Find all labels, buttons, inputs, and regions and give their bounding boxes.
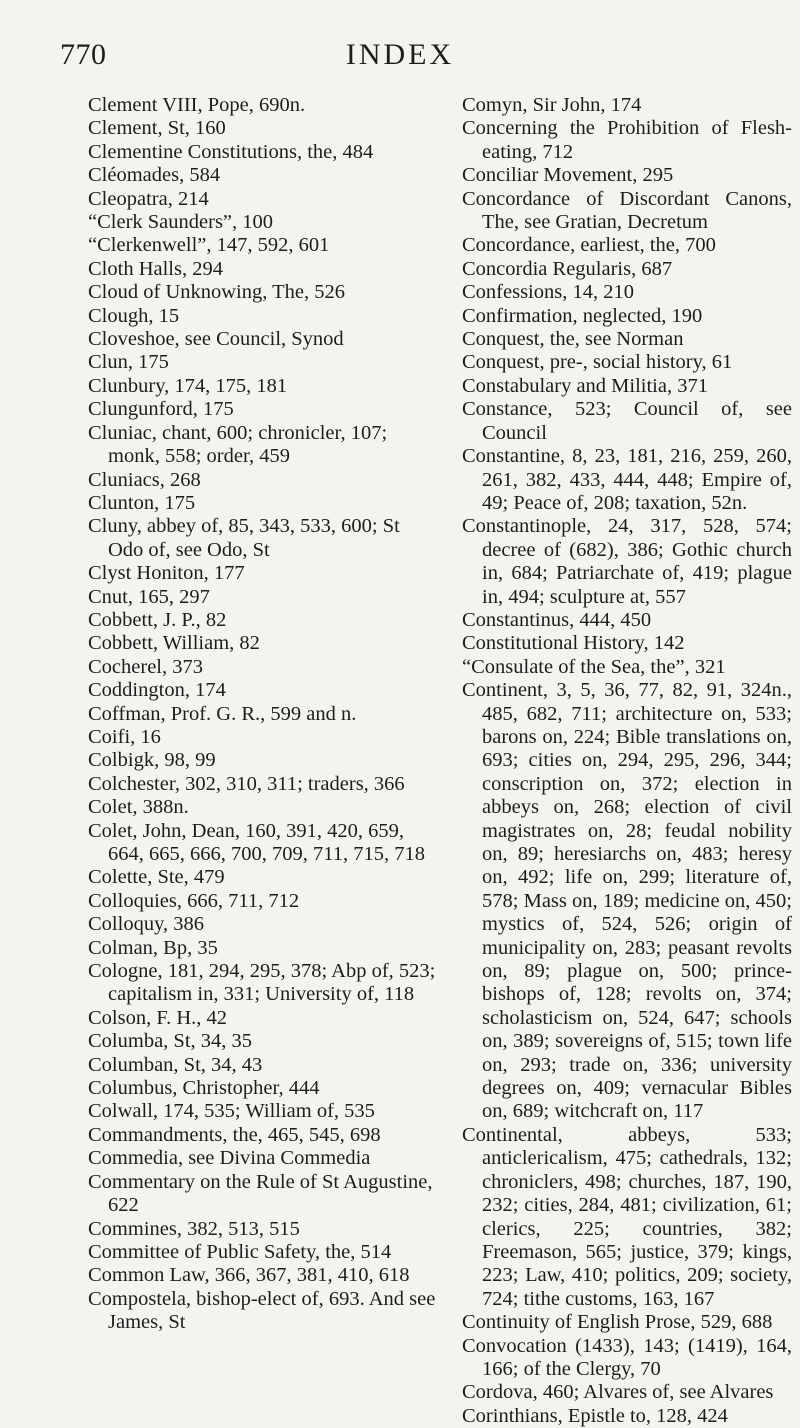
index-entry: Cloveshoe, see Council, Synod [88, 328, 344, 351]
index-entry: Concordia Regularis, 687 [462, 257, 673, 280]
index-entry: Constantinus, 444, 450 [462, 608, 652, 631]
index-entry: Conquest, the, see Norman [462, 328, 684, 351]
index-entry: Clun, 175 [88, 351, 169, 374]
index-entry: Constantinople, 24, 317, 528, 574; decree of (682), 386; Gothic church in, 684; Patriarchate of, 419; plague in, 494; sculpture at, 557 [462, 515, 792, 608]
index-entry: Clungunford, 175 [88, 398, 234, 421]
index-entry: Clough, 15 [88, 304, 180, 327]
index-entry: Commandments, the, 465, 545, 698 [88, 1123, 381, 1146]
index-entry: Continuity of English Prose, 529, 688 [462, 1311, 773, 1334]
index-entry: Commedia, see Divina Commedia [88, 1147, 371, 1170]
index-entry: Coifi, 16 [88, 725, 161, 748]
index-entry: Cluniacs, 268 [88, 468, 201, 491]
index-entry: Compostela, bishop-elect of, 693. And see James, St [88, 1287, 436, 1334]
index-entry: Coddington, 174 [88, 679, 226, 702]
index-entry: “Clerk Saunders”, 100 [88, 211, 274, 234]
index-entry: Cologne, 181, 294, 295, 378; Abp of, 523; capitalism in, 331; University of, 118 [88, 960, 436, 1006]
index-entry: Cloth Halls, 294 [88, 257, 223, 280]
index-entry: “Consulate of the Sea, the”, 321 [462, 655, 726, 678]
index-entry: Cordova, 460; Alvares of, see Alvares [462, 1381, 774, 1404]
index-entry: Clunton, 175 [88, 491, 196, 514]
index-entry: Cobbett, J. P., 82 [88, 608, 227, 631]
index-entry: Constabulary and Militia, 371 [462, 374, 708, 397]
index-entry: Colet, 388n. [88, 796, 189, 819]
index-entry: Corinthians, Epistle to, 128, 424 [462, 1404, 728, 1427]
index-entry: Coffman, Prof. G. R., 599 and n. [88, 702, 357, 725]
index-entry: Common Law, 366, 367, 381, 410, 618 [88, 1264, 410, 1287]
index-entry: Colchester, 302, 310, 311; traders, 366 [88, 772, 405, 795]
index-entry: Commentary on the Rule of St Augustine, 622 [88, 1170, 433, 1217]
index-entry: Cloud of Unknowing, The, 526 [88, 281, 346, 304]
index-entry: Cluniac, chant, 600; chronicler, 107; monk, 558; order, 459 [88, 421, 388, 468]
index-entry: Colson, F. H., 42 [88, 1006, 228, 1029]
index-entry: Constance, 523; Council of, see Council [462, 398, 792, 444]
index-entry: Cnut, 165, 297 [88, 585, 210, 608]
index-entry: Commines, 382, 513, 515 [88, 1217, 300, 1240]
index-entry: Concerning the Prohibition of Flesh-eating, 712 [462, 117, 792, 163]
index-entry: Clement, St, 160 [88, 117, 226, 140]
index-entry: Continental, abbeys, 533; anticlericalism, 475; cathedrals, 132; chroniclers, 498; churches, 187, 190, 232; cities, 284, 481; civilization, 61; clerics, 225; countries, 382; Freemason, 565; justice, 379; kings, 223; Law, 410; politics, 209; society, 724; tithe customs, 163, 167 [462, 1123, 792, 1310]
index-entry: Committee of Public Safety, the, 514 [88, 1240, 392, 1263]
index-entry: Colet, John, Dean, 160, 391, 420, 659, 664, 665, 666, 700, 709, 711, 715, 718 [88, 819, 425, 865]
index-entry: Colette, Ste, 479 [88, 866, 225, 889]
index-entry: Clyst Honiton, 177 [88, 562, 245, 585]
index-entry: Conciliar Movement, 295 [462, 164, 674, 187]
index-entry: Continent, 3, 5, 36, 77, 82, 91, 324n., 485, 682, 711; architecture on, 533; barons on, 224; Bible translations on, 693; cities on, 294, 295, 296, 344; conscription on, 372; election in abbeys on, 268; election of civil magistrates on, 28; feudal nobility on, 89; heresiarchs on, 483; heresy on, 492; life on, 299; literature of, 578; Mass on, 189; medicine on, 450; mystics of, 524, 526; origin of municipality on, 283; peasant revolts on, 89; plague on, 500; prince-bishops of, 128; revolts on, 374; scholasticism on, 524, 647; schools on, 389; sovereigns of, 515; town life on, 293; trade on, 336; university degrees on, 409; vernacular Bibles on, 689; witchcraft on, 117 [462, 679, 792, 1123]
index-column-left [88, 94, 440, 1335]
index-entry: Comyn, Sir John, 174 [462, 94, 642, 116]
index-entry: Columban, St, 34, 43 [88, 1053, 263, 1076]
index-entry: Cluny, abbey of, 85, 343, 533, 600; St Odo of, see Odo, St [88, 515, 400, 561]
index-entry: Cocherel, 373 [88, 655, 203, 678]
index-entry: Colman, Bp, 35 [88, 936, 218, 959]
index-entry: Concordance, earliest, the, 700 [462, 234, 716, 257]
index-entry: Convocation (1433), 143; (1419), 164, 166; of the Clergy, 70 [462, 1334, 792, 1380]
index-entry: Conquest, pre-, social history, 61 [462, 351, 733, 374]
index-entry: Cléomades, 584 [88, 164, 221, 187]
index-entry: Cleopatra, 214 [88, 187, 209, 210]
index-entry: Clementine Constitutions, the, 484 [88, 140, 374, 163]
index-column-right [462, 94, 792, 1428]
page-number: 770 [60, 38, 107, 71]
index-entry: Colbigk, 98, 99 [88, 749, 216, 772]
index-entry: Clement VIII, Pope, 690n. [88, 94, 306, 116]
index-entry: Concordance of Discordant Canons, The, see Gratian, Decretum [462, 187, 792, 234]
running-head: INDEX [345, 38, 455, 71]
index-entry: Columba, St, 34, 35 [88, 1030, 253, 1053]
index-entry: Clunbury, 174, 175, 181 [88, 374, 288, 397]
index-entry: Colloquy, 386 [88, 913, 204, 936]
index-entry: Columbus, Christopher, 444 [88, 1077, 320, 1100]
index-entry: Confessions, 14, 210 [462, 281, 634, 304]
index-entry: Confirmation, neglected, 190 [462, 304, 703, 327]
index-entry: Colwall, 174, 535; William of, 535 [88, 1100, 375, 1123]
index-entry: Colloquies, 666, 711, 712 [88, 889, 300, 912]
index-entry: Constitutional History, 142 [462, 632, 685, 655]
index-entry: Cobbett, William, 82 [88, 632, 260, 655]
index-entry: “Clerkenwell”, 147, 592, 601 [88, 234, 330, 257]
index-entry: Constantine, 8, 23, 181, 216, 259, 260, 261, 382, 433, 444, 448; Empire of, 49; Peace of, 208; taxation, 52n. [462, 445, 792, 514]
